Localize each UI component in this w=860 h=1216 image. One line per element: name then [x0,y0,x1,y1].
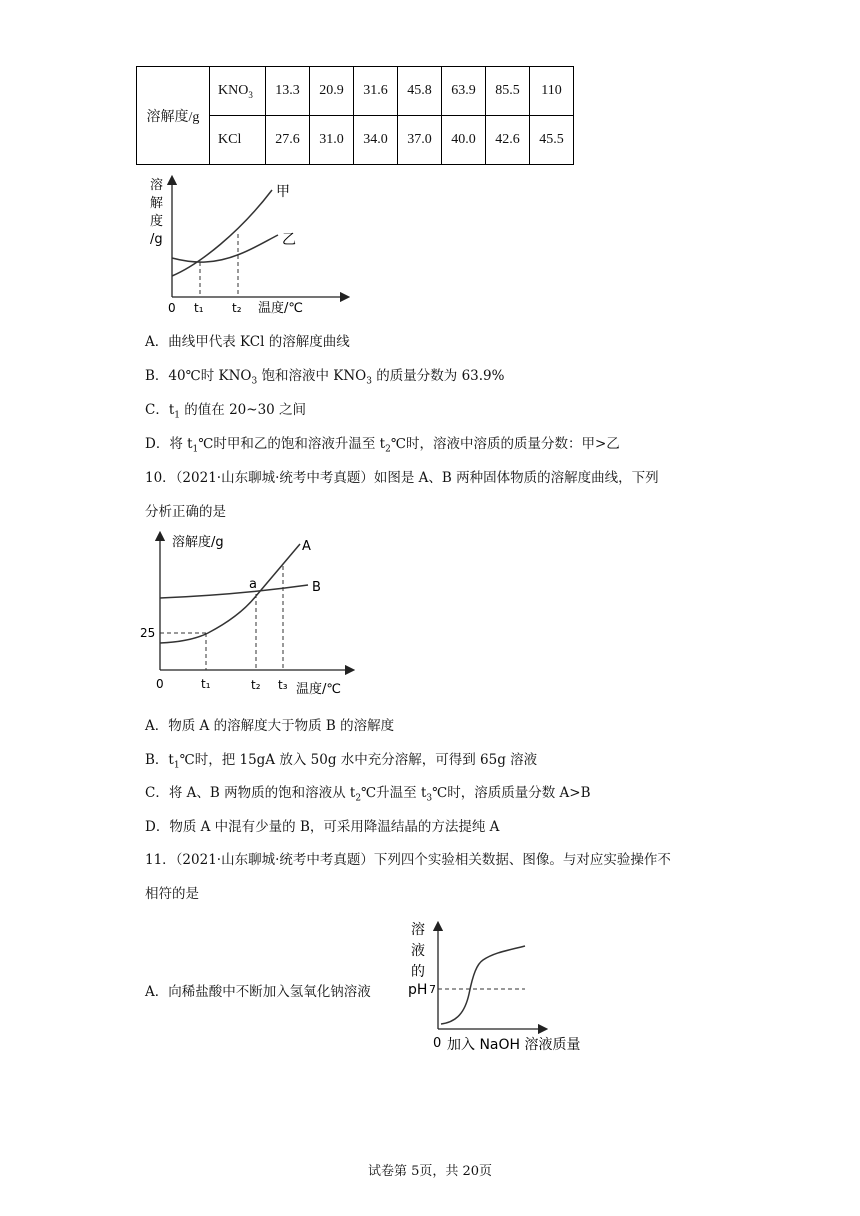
curve-label-b: B [312,580,321,595]
table-cell: 31.0 [310,116,354,165]
xlabel: 加入 NaOH 溶液质量 [447,1037,581,1053]
origin-label: 0 [433,1036,442,1051]
q9-option-c: C．$t_1$ 的值在 20~30 之间 [145,402,307,421]
tick-label-t1: t₁ [201,677,211,691]
table-cell: 85.5 [486,67,530,116]
solubility-graph-2 [138,530,363,700]
q10-stem-line2: 分析正确的是 [145,504,226,520]
table-cell: 34.0 [354,116,398,165]
table-cell: 42.6 [486,116,530,165]
origin-label: 0 [156,677,164,691]
ylabel-char: 度 [150,214,164,229]
table-substance-kcl: KCl [210,116,266,165]
table-cell: 31.6 [354,67,398,116]
q11-option-a: A．向稀盐酸中不断加入氢氧化钠溶液 [145,984,371,1000]
page-footer: 试卷第 5页，共 20页 [367,1164,493,1179]
q10-option-d: D．物质 A 中混有少量的 B，可采用降温结晶的方法提纯 A [145,819,500,835]
ph-graph [405,912,605,1062]
table-substance-kno3: $KNO_3$ [210,67,266,116]
table-cell: 40.0 [442,116,486,165]
curve-jia [172,190,272,276]
q9-option-a: A．曲线甲代表 KCl 的溶解度曲线 [145,334,350,350]
table-cell: 27.6 [266,116,310,165]
ylabel-char: 溶 [411,922,425,938]
ylabel-char: 的 [411,964,425,980]
tick-label-t2: t₂ [251,678,261,692]
tick-label-t3: t₃ [278,678,288,692]
ylabel-char: 溶 [150,178,164,193]
q10-stem-line1: 10．（2021·山东聊城·统考中考真题）如图是 A、B 两种固体物质的溶解度曲线，下列 [145,470,659,486]
table-cell: 20.9 [310,67,354,116]
ylabel: 溶解度/g [172,535,224,550]
solubility-graph-1 [140,172,350,322]
curve-label-yi: 乙 [282,232,296,248]
curve-yi [172,235,278,262]
ylabel-char: /g [150,232,163,247]
intersection-label-a: a [249,577,257,592]
ylabel-ph: pH [408,982,428,998]
q9-option-b: B．40℃时 $KNO_3$ 饱和溶液中 $KNO_3$ 的质量分数为 63.9% [145,368,505,387]
curve-b [160,585,308,598]
ph-curve [441,946,525,1024]
table-row-header: 溶解度/g [137,67,210,165]
table-cell: 45.8 [398,67,442,116]
table-cell: 110 [530,67,574,116]
tick-label-t1: t₁ [194,301,204,315]
ylabel-char: 液 [411,943,425,959]
table-row [137,67,574,116]
solubility-table [136,66,574,165]
q11-stem-line2: 相符的是 [145,886,199,902]
xlabel: 温度/℃ [258,301,303,316]
tick-label-t2: t₂ [232,301,242,315]
q9-option-d: D．将 $t_1℃$时甲和乙的饱和溶液升温至 $t_2℃$时，溶液中溶质的质量分数：甲>乙 [145,436,620,455]
ylabel-char: 解 [150,196,164,211]
table-cell: 63.9 [442,67,486,116]
y-tick-7: 7 [429,983,436,996]
xlabel: 温度/℃ [296,682,341,697]
table-cell: 37.0 [398,116,442,165]
curve-label-a: A [302,539,311,554]
q10-option-c: C．将 A、B 两物质的饱和溶液从 $t_2℃$升温至 $t_3℃$时，溶质质量分数 A>B [145,785,591,804]
table-cell: 45.5 [530,116,574,165]
q11-stem-line1: 11．（2021·山东聊城·统考中考真题）下列四个实验相关数据、图像。与对应实验操作不 [145,852,671,868]
table-cell: 13.3 [266,67,310,116]
origin-label: 0 [168,301,176,315]
curve-label-jia: 甲 [276,184,290,200]
q10-option-b: B．$t_1℃$时，把 15gA 放入 50g 水中充分溶解，可得到 65g 溶液 [145,752,538,771]
y-tick-25: 25 [140,626,156,640]
q10-option-a: A．物质 A 的溶解度大于物质 B 的溶解度 [145,718,395,734]
